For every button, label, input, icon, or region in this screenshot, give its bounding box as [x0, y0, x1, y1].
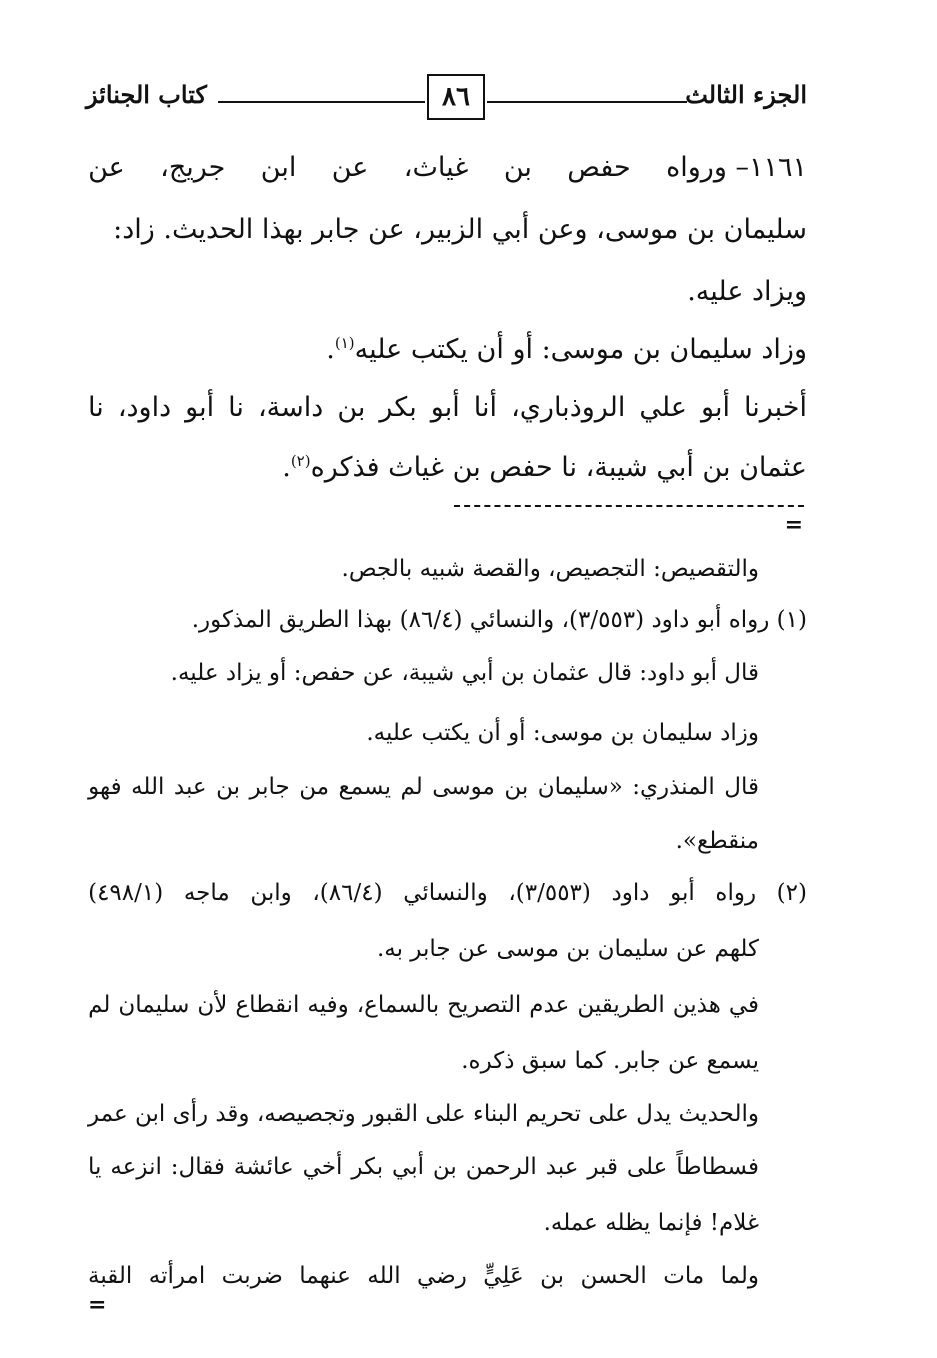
word: بن	[216, 774, 240, 800]
word: (٣/٥٥٣)،	[508, 880, 591, 906]
word: لم	[88, 992, 111, 1018]
word: عن	[331, 152, 369, 183]
continuation-mark-top: =	[784, 512, 803, 538]
main-line-4-end: .	[326, 334, 335, 365]
word: فهو	[88, 774, 122, 800]
word: وفيه	[307, 992, 349, 1018]
word: رأى	[172, 1101, 209, 1127]
word: نا	[88, 392, 104, 423]
word: الله	[131, 774, 165, 800]
word: بن	[504, 774, 529, 800]
footnote-separator	[454, 505, 804, 507]
word: أبو	[701, 392, 730, 423]
word: بكر	[351, 1154, 384, 1180]
main-line-5	[88, 388, 807, 428]
word: الرحمن	[465, 1154, 537, 1180]
footnote-1-line-b: وزاد سليمان بن موسى: أو أن يكتب عليه.	[366, 720, 759, 746]
header-rule-right	[487, 101, 687, 103]
word: لم	[400, 774, 423, 800]
continuation-mark-bottom: =	[88, 1292, 107, 1318]
word: فسطاطاً	[676, 1154, 759, 1180]
word: عنهما	[299, 1263, 351, 1289]
word: أنا	[473, 392, 498, 423]
word: انزعه	[110, 1154, 162, 1180]
word: عبد	[545, 1154, 579, 1180]
footnote-2-line-a: كلهم عن سليمان بن موسى عن جابر به.	[376, 936, 759, 962]
footnote-2-line-c: يسمع عن جابر. كما سبق ذكره.	[461, 1048, 759, 1074]
word: بن	[503, 152, 532, 183]
word: امرأته	[148, 1263, 206, 1289]
word: ١١٦١– ورواه	[666, 152, 807, 183]
main-line-6-end: .	[282, 452, 291, 483]
word: أبو	[670, 880, 695, 906]
word: في	[728, 992, 759, 1018]
word: (٤٩٨/١)	[88, 880, 164, 906]
word: القبور	[363, 1101, 418, 1127]
word: جابر	[249, 774, 290, 800]
word: والنسائي	[403, 880, 488, 906]
word: أخي	[302, 1154, 343, 1180]
footnote-2-line-g	[88, 1259, 759, 1293]
word: يا	[88, 1154, 102, 1180]
footnote-2-line-e	[88, 1150, 759, 1184]
word: عَلِيٍّ	[483, 1263, 524, 1289]
word: انقطاع	[235, 992, 300, 1018]
word: علي	[639, 392, 687, 423]
word: تحريم	[525, 1101, 582, 1127]
word: رواه	[715, 880, 757, 906]
word: قبر	[587, 1154, 618, 1180]
footnote-ref-2: (٢)	[290, 452, 311, 470]
word: الحسن	[580, 1263, 647, 1289]
word: (٢)	[776, 880, 807, 906]
word: يسمع	[338, 774, 391, 800]
volume-title: الجزء الثالث	[685, 80, 807, 109]
word: ابن	[260, 152, 297, 183]
word: عائشة	[233, 1154, 294, 1180]
word: الطريقين	[577, 992, 665, 1018]
footnote-1: (١) رواه أبو داود (٣/٥٥٣)، والنسائي (٨٦/٤) بهذا الطريق المذكور.	[191, 607, 807, 633]
main-line-6-text: عثمان بن أبي شيبة، نا حفص بن غياث فذكره	[310, 452, 807, 483]
word: المنذري:	[632, 774, 715, 800]
word: بن	[432, 1154, 457, 1180]
word: موسى	[432, 774, 495, 800]
word: سليمان	[118, 992, 190, 1018]
page-number: ٨٦	[427, 74, 485, 120]
word: قال	[724, 774, 759, 800]
word: ضربت	[221, 1263, 283, 1289]
word: عمر	[88, 1101, 128, 1127]
word: يدل	[636, 1101, 672, 1127]
word: نا	[228, 392, 244, 423]
footnote-intro: والتقصيص: التجصيص، والقصة شبيه بالجص.	[341, 556, 759, 582]
footnote-2-line-f: غلام! فإنما يظله عمله.	[543, 1210, 759, 1236]
word: رضي	[417, 1263, 467, 1289]
word: مات	[663, 1263, 705, 1289]
header-rule-left	[218, 101, 425, 103]
word: الروذباري،	[511, 392, 626, 423]
footnote-1-line-c	[88, 770, 759, 804]
word: أخبرنا	[744, 392, 807, 423]
book-title: كتاب الجنائز	[86, 80, 207, 109]
word: عدم	[529, 992, 570, 1018]
word: لأن	[197, 992, 228, 1018]
word: البناء	[473, 1101, 519, 1127]
word: بن	[540, 1263, 565, 1289]
word: عن	[88, 152, 125, 183]
main-line-2: سليمان بن موسى، وعن أبي الزبير، عن جابر بهذا الحديث. زاد:	[113, 214, 807, 245]
word: داود	[611, 880, 650, 906]
word: وتجصيصه،	[256, 1101, 356, 1127]
footnote-2-line-b	[88, 988, 759, 1022]
word: داود،	[117, 392, 172, 423]
word: بكر	[379, 392, 417, 423]
footnote-1-line-d: منقطع».	[675, 828, 759, 854]
word: الله	[367, 1263, 401, 1289]
word: على	[588, 1101, 629, 1127]
word: على	[626, 1154, 668, 1180]
word: بالسماع،	[356, 992, 440, 1018]
word: غياث،	[403, 152, 469, 183]
word: داسة،	[257, 392, 324, 423]
word: حفص	[567, 152, 631, 183]
main-line-1	[88, 148, 807, 188]
word: أبو	[185, 392, 215, 423]
word: ماجه	[183, 880, 230, 906]
word: أبي	[392, 1154, 424, 1180]
word: وابن	[250, 880, 292, 906]
footnote-ref-1: (١)	[334, 334, 355, 352]
word: التصريح	[447, 992, 522, 1018]
word: «سليمان	[537, 774, 623, 800]
word: القبة	[88, 1263, 133, 1289]
word: جريج،	[160, 152, 226, 183]
word: وقد	[215, 1101, 250, 1127]
main-line-6	[88, 448, 807, 488]
footnote-2-line-d	[88, 1097, 759, 1131]
word: هذين	[672, 992, 721, 1018]
word: فقال:	[170, 1154, 225, 1180]
word: والحديث	[678, 1101, 759, 1127]
word: من	[299, 774, 330, 800]
word: بن	[337, 392, 366, 423]
main-line-4-text: وزاد سليمان بن موسى: أو أن يكتب عليه	[354, 334, 807, 365]
word: ولما	[720, 1263, 759, 1289]
footnote-1-line-a: قال أبو داود: قال عثمان بن أبي شيبة، عن حفص: أو يزاد عليه.	[170, 660, 759, 686]
main-line-4	[88, 330, 807, 370]
footnote-2	[88, 876, 807, 910]
word: ابن	[135, 1101, 166, 1127]
word: عبد	[173, 774, 207, 800]
main-line-3: ويزاد عليه.	[687, 276, 807, 307]
word: (٨٦/٤)،	[312, 880, 383, 906]
word: على	[425, 1101, 466, 1127]
word: أبو	[430, 392, 460, 423]
